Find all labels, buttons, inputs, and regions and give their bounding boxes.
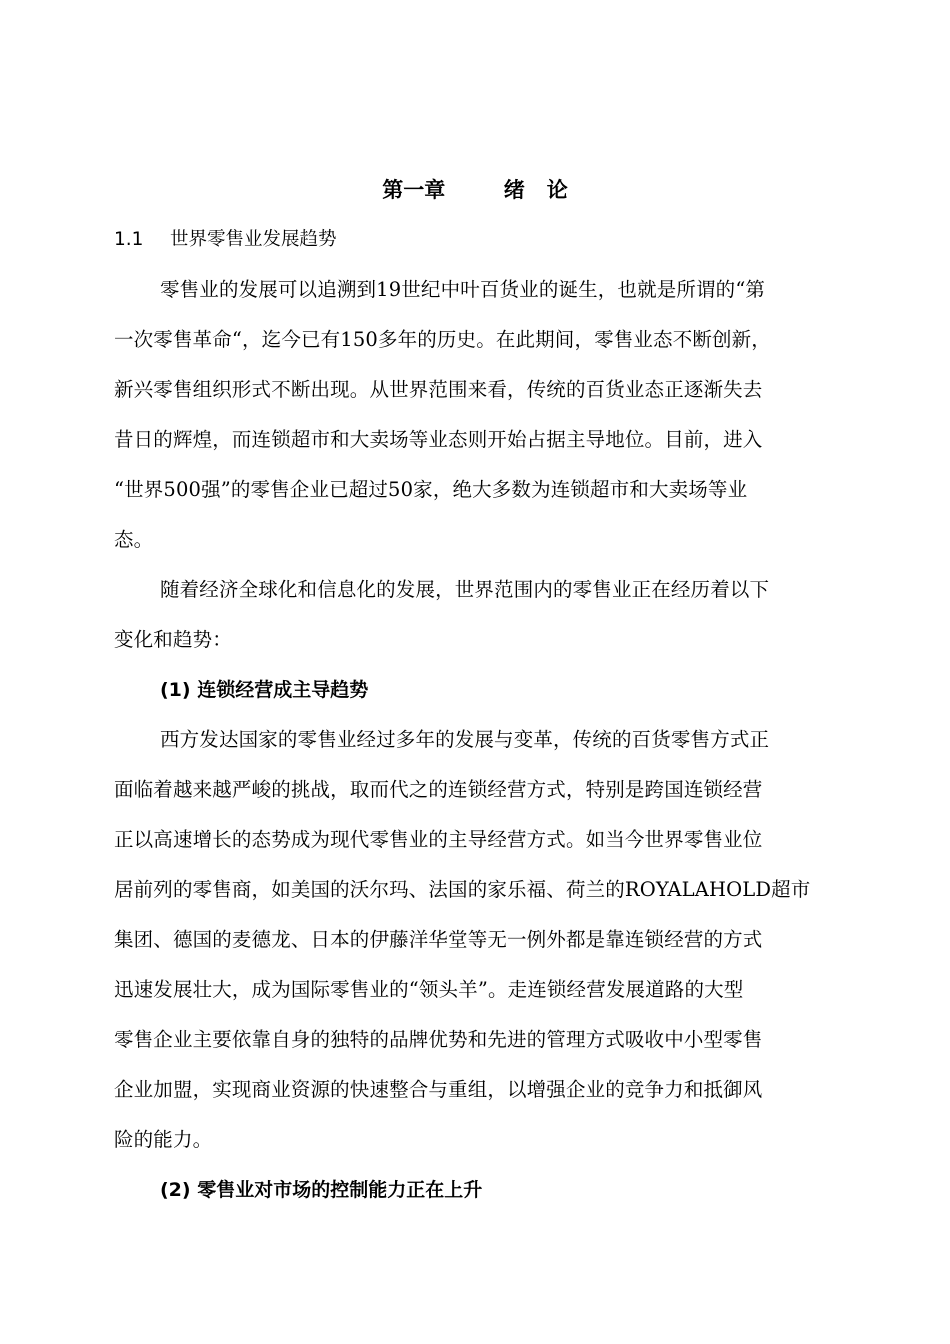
paragraph-line: 西方发达国家的零售业经过多年的发展与变革，传统的百货零售方式正 bbox=[160, 728, 770, 751]
section-title: 世界零售业发展趋势 bbox=[170, 229, 337, 250]
paragraph-line: 面临着越来越严峻的挑战，取而代之的连锁经营方式，特别是跨国连锁经营 bbox=[114, 778, 763, 801]
subsection-heading: (2) 零售业对市场的控制能力正在上升 bbox=[160, 1179, 483, 1201]
paragraph-line: 新兴零售组织形式不断出现。从世界范围来看，传统的百货业态正逐渐失去 bbox=[114, 378, 763, 401]
paragraph-line: 零售企业主要依靠自身的独特的品牌优势和先进的管理方式吸收中小型零售 bbox=[114, 1028, 763, 1051]
paragraph-line: 变化和趋势： bbox=[114, 628, 232, 651]
paragraph-line: 一次零售革命“，迄今已有150多年的历史。在此期间，零售业态不断创新， bbox=[114, 328, 771, 351]
paragraph-line: 昔日的辉煌，而连锁超市和大卖场等业态则开始占据主导地位。目前，进入 bbox=[114, 428, 763, 451]
paragraph-line: “世界500强”的零售企业已超过50家，绝大多数为连锁超市和大卖场等业 bbox=[114, 478, 748, 501]
section-heading bbox=[114, 224, 337, 256]
paragraph-line: 企业加盟，实现商业资源的快速整合与重组，以增强企业的竞争力和抵御风 bbox=[114, 1078, 763, 1101]
paragraph-line: 集团、德国的麦德龙、日本的伊藤洋华堂等无一例外都是靠连锁经营的方式 bbox=[114, 928, 763, 951]
paragraph-line: 迅速发展壮大，成为国际零售业的“领头羊”。走连锁经营发展道路的大型 bbox=[114, 978, 744, 1001]
paragraph-line: 险的能力。 bbox=[114, 1128, 213, 1151]
paragraph-line: 正以高速增长的态势成为现代零售业的主导经营方式。如当今世界零售业位 bbox=[114, 828, 763, 851]
paragraph-line: 居前列的零售商，如美国的沃尔玛、法国的家乐福、荷兰的ROYALAHOLD超市 bbox=[114, 878, 811, 901]
section-number: 1.1 bbox=[114, 229, 144, 250]
paragraph-line: 零售业的发展可以追溯到19世纪中叶百货业的诞生，也就是所谓的“第 bbox=[160, 278, 766, 301]
paragraph-line: 态。 bbox=[114, 528, 154, 551]
chapter-title: 第一章 绪 论 bbox=[382, 178, 568, 202]
paragraph-line: 随着经济全球化和信息化的发展，世界范围内的零售业正在经历着以下 bbox=[160, 578, 770, 601]
subsection-heading: (1) 连锁经营成主导趋势 bbox=[160, 679, 369, 701]
